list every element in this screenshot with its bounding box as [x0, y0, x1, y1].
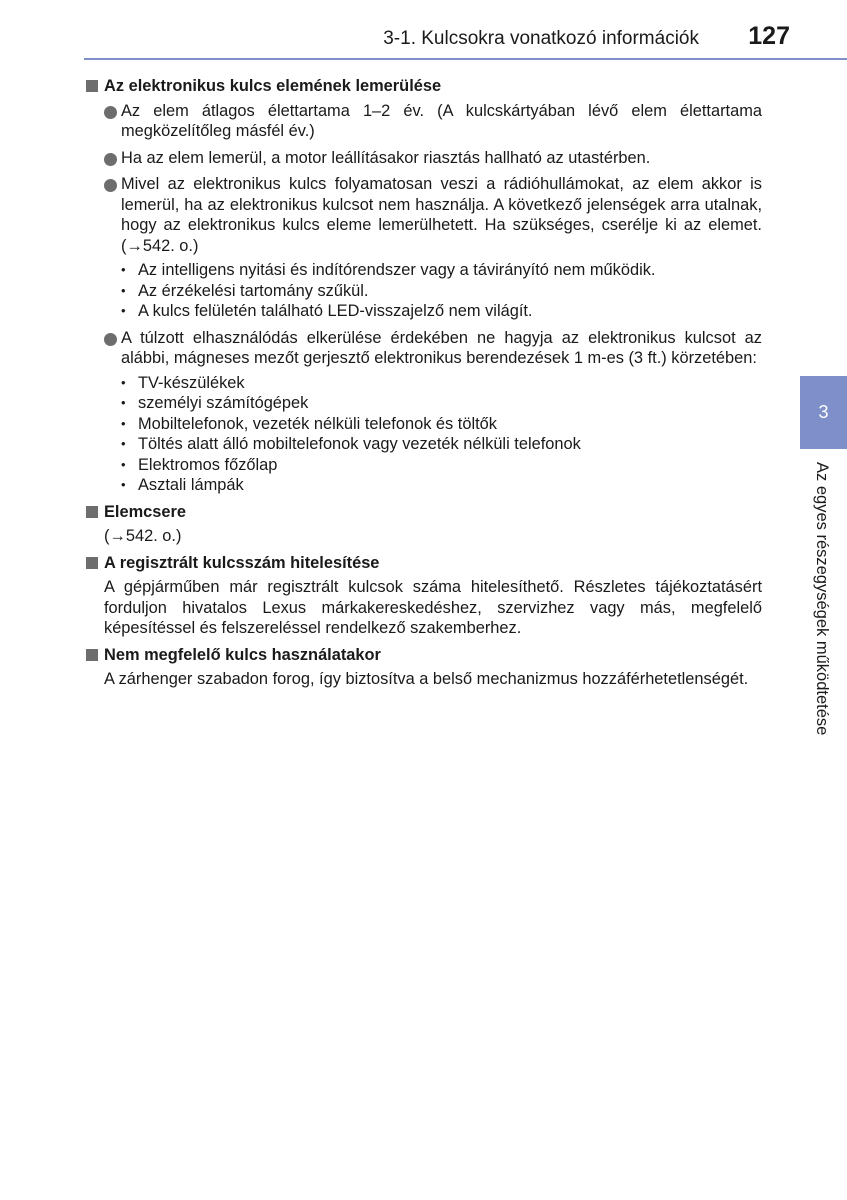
section-paragraph: A gépjárműben már regisztrált kulcsok száma hitelesíthető. Részletes tájékoztatásért forduljon hivatalos Lexus márkakereskedéshez, szervizhez vagy más, megfelelő képesítéssel és felszereléssel rendelkező szakemberhez. — [104, 578, 762, 637]
square-bullet-icon — [86, 557, 98, 569]
header-divider — [84, 58, 847, 60]
small-dot-icon: • — [121, 395, 126, 410]
sub-list-item — [121, 373, 762, 394]
sub-list-item — [121, 260, 762, 281]
sub-list-item — [121, 475, 762, 496]
chapter-tab — [800, 376, 847, 449]
sub-list-item-text: Az érzékelési tartomány szűkül. — [138, 281, 369, 300]
sub-list-item-text: Mobiltelefonok, vezeték nélküli telefonok és töltők — [138, 414, 497, 433]
small-dot-icon: • — [121, 374, 126, 390]
section-heading — [86, 553, 762, 574]
small-dot-icon: • — [121, 303, 126, 318]
section-heading-text: Nem megfelelő kulcs használatakor — [104, 645, 381, 664]
small-dot-icon: • — [121, 282, 126, 298]
small-dot-icon: • — [121, 415, 126, 431]
sub-list-item — [121, 414, 762, 435]
section-paragraph: (→542. o.) — [104, 527, 182, 545]
list-item — [86, 328, 762, 496]
page-content — [86, 70, 762, 696]
section-heading-text: Elemcsere — [104, 502, 187, 521]
sub-list-item — [121, 393, 762, 414]
list-item — [86, 101, 762, 142]
sub-list-item-text: Elektromos főzőlap — [138, 455, 278, 474]
sub-list-item-text: Töltés alatt álló mobiltelefonok vagy vezeték nélküli telefonok — [138, 435, 581, 453]
list-item-text: Mivel az elektronikus kulcs folyamatosan veszi a rádióhullámokat, az elem akkor is lemerül, ha az elektronikus kulcsot nem használja. A következő jelenségek arra utalnak, hogy az elektronikus kulcs eleme lemerülhetett. Ha szükséges, cserélje ki az elemet. (→542. o.) — [121, 175, 762, 255]
list-item — [86, 174, 762, 322]
section-heading — [86, 502, 762, 523]
sub-list-item-text: A kulcs felületén található LED-visszajelző nem világít. — [138, 302, 533, 320]
circle-bullet-icon — [104, 179, 117, 192]
page-number: 127 — [748, 22, 790, 50]
sub-list — [121, 260, 762, 322]
square-bullet-icon — [86, 649, 98, 661]
list-item — [86, 148, 762, 169]
small-dot-icon: • — [121, 436, 126, 451]
chapter-side-label: Az egyes részegységek működtetése — [813, 462, 831, 736]
sub-list-item — [121, 281, 762, 302]
circle-bullet-icon — [104, 106, 117, 119]
sub-list-item-text: Asztali lámpák — [138, 476, 244, 494]
small-dot-icon: • — [121, 456, 126, 472]
list-item-text: Ha az elem lemerül, a motor leállításakor riasztás hallható az utastérben. — [121, 148, 651, 167]
section-heading — [86, 76, 762, 97]
sub-list — [121, 373, 762, 496]
list-item-text: Az elem átlagos élettartama 1–2 év. (A kulcskártyában lévő elem élettartama megközelítőleg másfél év.) — [121, 101, 762, 140]
section-heading-text: A regisztrált kulcsszám hitelesítése — [104, 553, 380, 572]
list-item-text: A túlzott elhasználódás elkerülése érdekében ne hagyja az elektronikus kulcsot az alábbi, mágneses mezőt gerjesztő elektronikus berendezések 1 m-es (3 ft.) körzetében: — [121, 328, 762, 367]
square-bullet-icon — [86, 80, 98, 92]
section-paragraph: A zárhenger szabadon forog, így biztosítva a belső mechanizmus hozzáférhetetlenségét. — [104, 670, 749, 688]
chapter-title: 3-1. Kulcsokra vonatkozó információk — [383, 28, 699, 49]
sub-list-item — [121, 434, 762, 455]
circle-bullet-icon — [104, 333, 117, 346]
section-heading — [86, 645, 762, 666]
sub-list-item — [121, 301, 762, 322]
sub-list-item-text: TV-készülékek — [138, 373, 245, 392]
sub-list-item — [121, 455, 762, 476]
chapter-tab-number: 3 — [818, 402, 829, 422]
small-dot-icon: • — [121, 477, 126, 492]
section-heading-text: Az elektronikus kulcs elemének lemerülése — [104, 77, 442, 95]
small-dot-icon: • — [121, 262, 126, 277]
sub-list-item-text: személyi számítógépek — [138, 394, 309, 412]
circle-bullet-icon — [104, 153, 117, 166]
square-bullet-icon — [86, 506, 98, 518]
sub-list-item-text: Az intelligens nyitási és indítórendszer vagy a távirányító nem működik. — [138, 261, 656, 279]
